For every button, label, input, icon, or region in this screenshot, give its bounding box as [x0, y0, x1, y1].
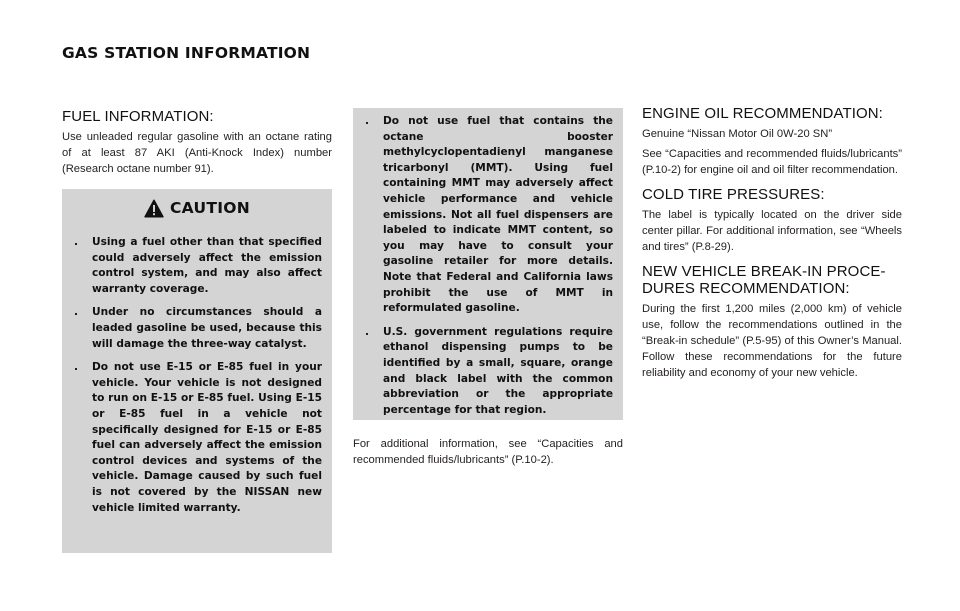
break-in-heading-line2: DURES RECOMMENDATION: — [642, 280, 850, 297]
caution-item: . Do not use E-15 or E-85 fuel in your vehicle. Your vehicle is not designed to run on E-15 or E-85 fuel. Using E-15 or E-85 fuel in a vehicle not specifically designed for E-15 or E-85 fuel can adversely affect the emission control devices and systems of the vehicle. Damage caused by such fuel is not covered by the NISSAN new vehicle limited warranty. — [74, 361, 322, 514]
caution-box — [62, 189, 332, 553]
engine-oil-heading: ENGINE OIL RECOMMENDATION: — [642, 105, 883, 122]
caution-item: . Using a fuel other than that specified could adversely affect the emission control system, and may also affect warranty coverage. — [74, 236, 322, 295]
caution-item: . Do not use fuel that contains the octane booster methylcyclopentadienyl manganese tricarbonyl (MMT). Using fuel containing MMT may adversely affect vehicle performance and vehicle emissions. Not all fuel dispensers are labeled to indicate MMT content, so you may have to consult your gasoline retailer for more details. Note that Federal and California laws prohibit the use of MMT in reformulated gasoline. — [365, 115, 613, 315]
break-in-heading-line1: NEW VEHICLE BREAK-IN PROCE- — [642, 263, 886, 280]
break-in-heading — [642, 263, 902, 297]
bullet: . — [365, 325, 370, 338]
caution-list-continued — [363, 114, 613, 418]
column-right — [642, 105, 902, 385]
bullet: . — [365, 115, 370, 127]
bullet: . — [74, 361, 79, 374]
caution-item: . Under no circumstances should a leaded gasoline be used, because this will damage the three-way catalyst. — [74, 306, 322, 350]
cold-tire-pressures-text: The label is typically located on the driver side center pillar. For additional information, see “Wheels and tires” (P.8-29). — [642, 209, 902, 253]
fuel-intro-text: Use unleaded regular gasoline with an octane rating of at least 87 AKI (Anti-Knock Index) number (Research octane number 91). — [62, 131, 332, 175]
caution-box-continued — [353, 108, 623, 420]
bullet: . — [74, 306, 79, 319]
engine-oil-line1: Genuine “Nissan Motor Oil 0W-20 SN” — [642, 128, 833, 140]
caution-title: CAUTION — [169, 199, 251, 217]
fuel-additional-info-text: For additional information, see “Capacities and recommended fluids/lubricants” (P.10-2). — [353, 438, 623, 466]
caution-header — [72, 197, 322, 219]
caution-list — [72, 235, 322, 516]
caution-item: . U.S. government regulations require ethanol dispensing pumps to be identified by a small, square, orange and black label with the common abbreviation or the appropriate percentage for that region. — [365, 325, 613, 416]
column-middle — [353, 108, 623, 472]
fuel-information-heading: FUEL INFORMATION: — [62, 108, 214, 125]
bullet: . — [74, 236, 79, 248]
break-in-text: During the first 1,200 miles (2,000 km) of vehicle use, follow the recommendations outlined in the “Break-in schedule” (P.5-95) of this Owner’s Manual. Follow these recommendations for the future reliability and economy of your new vehicle. — [642, 303, 902, 379]
warning-triangle-icon — [144, 199, 164, 218]
column-left — [62, 108, 332, 553]
page-title: GAS STATION INFORMATION — [62, 44, 311, 62]
engine-oil-line2: See “Capacities and recommended fluids/lubricants” (P.10-2) for engine oil and oil filter recommendation. — [642, 148, 902, 176]
cold-tire-pressures-heading: COLD TIRE PRESSURES: — [642, 186, 825, 203]
